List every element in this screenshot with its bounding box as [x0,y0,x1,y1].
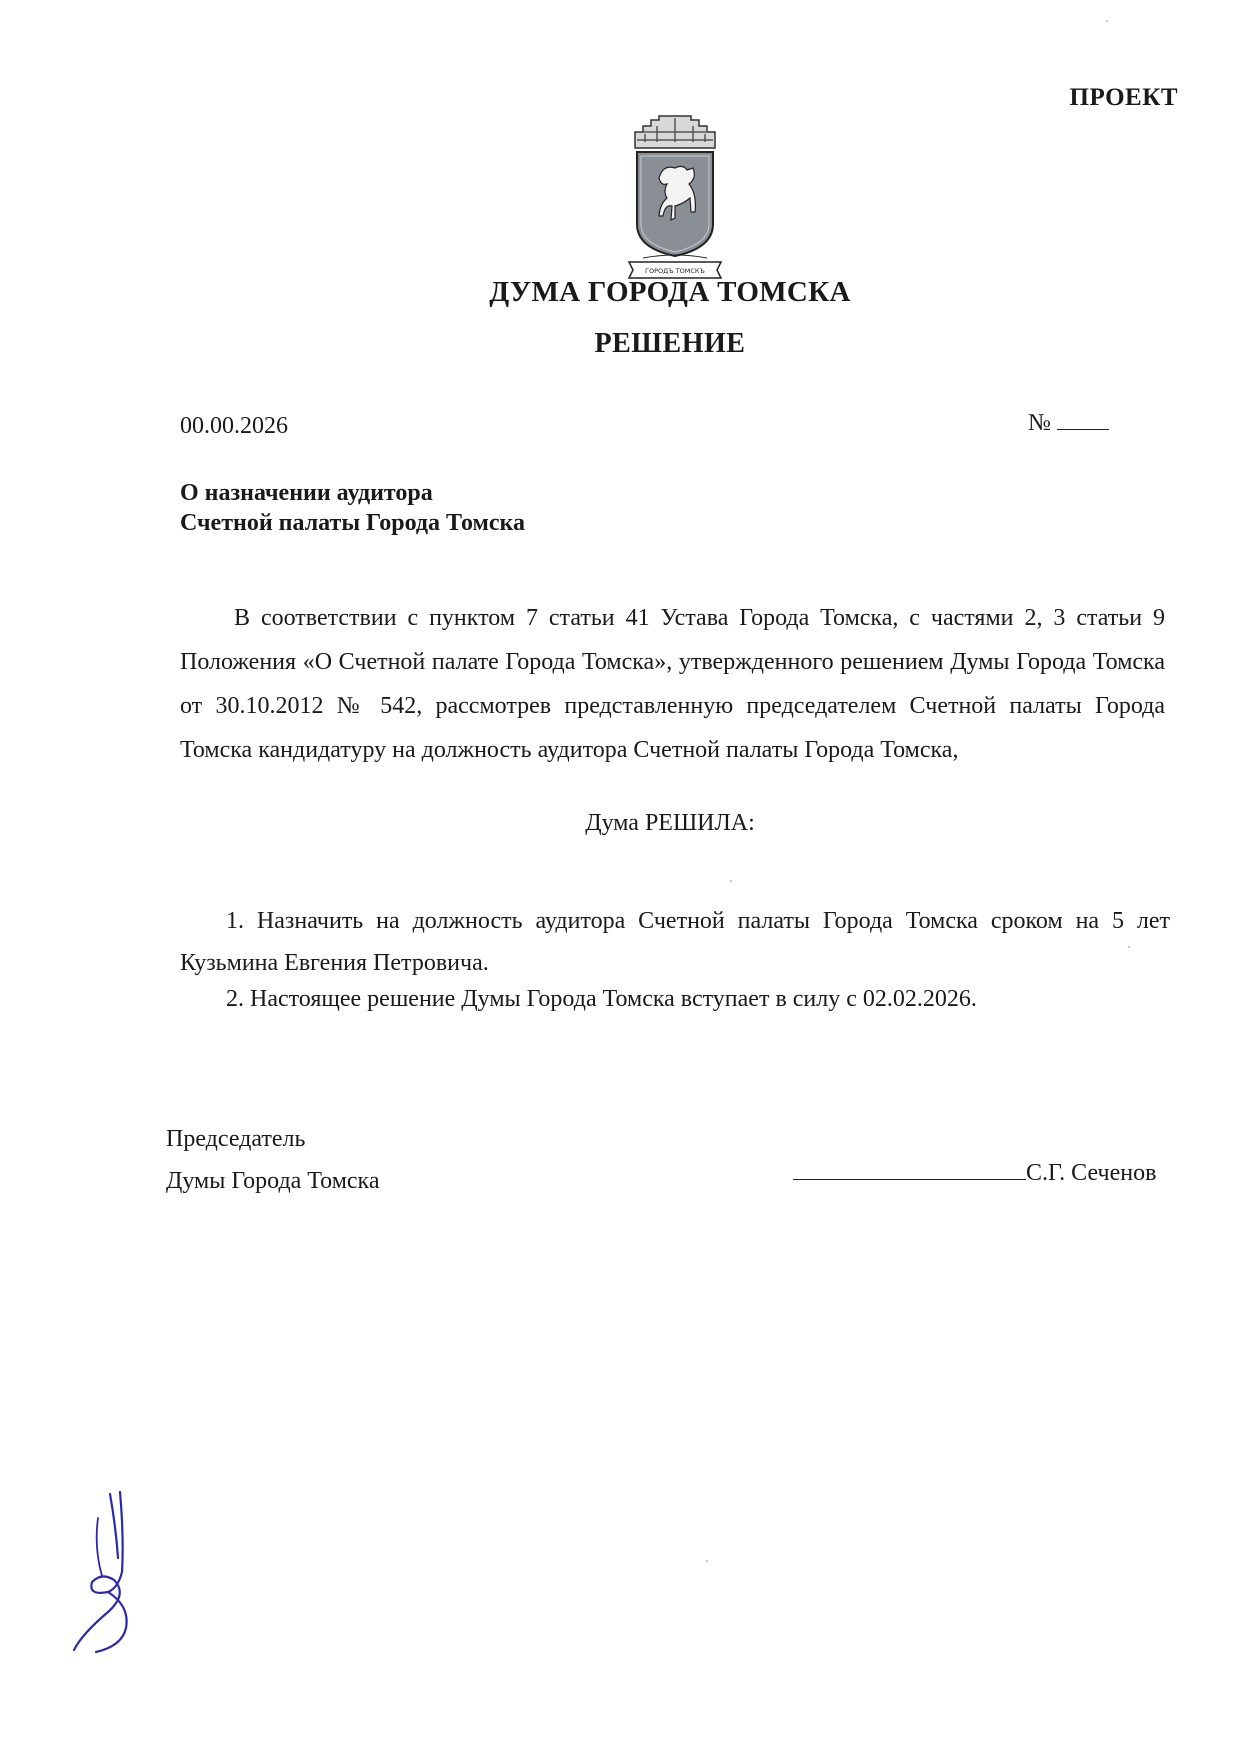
decision-item-1: 1. Назначить на должность аудитора Счетной палаты Города Томска сроком на 5 лет Кузьмина Евгения Петровича. [180,908,1170,976]
resolved-heading: Дума РЕШИЛА: [585,810,755,836]
position-line-2: Думы Города Томска [166,1168,380,1194]
position-line-1: Председатель [166,1126,306,1152]
draft-label: ПРОЕКТ [1069,84,1178,111]
organization-title: ДУМА ГОРОДА ТОМСКА [489,276,851,308]
document-number [1028,410,1109,437]
scan-speck [1128,946,1130,948]
signatory-position [166,1118,380,1202]
crest-crown [635,116,715,148]
crest-ribbon-text: ГОРОДЪ ТОМСКЪ [645,267,705,275]
subject-line-1: О назначении аудитора [180,480,433,506]
subject-line-2: Счетной палаты Города Томска [180,510,525,536]
number-blank [1057,411,1109,430]
signatory-name: С.Г. Сеченов [1026,1160,1157,1186]
signatory-name-block [793,1160,1156,1187]
signature-line [793,1161,1026,1180]
coat-of-arms-icon [623,112,727,282]
document-subject [180,478,525,538]
scan-speck [706,1560,708,1562]
document-type: РЕШЕНИЕ [594,328,746,359]
scan-speck [730,880,732,882]
scan-speck [1106,20,1108,22]
decision-item-2: 2. Настоящее решение Думы Города Томска вступает в силу с 02.02.2026. [226,986,977,1012]
document-date: 00.00.2026 [180,413,288,439]
preamble-paragraph: В соответствии с пунктом 7 статьи 41 Устава Города Томска, с частями 2, 3 статьи 9 Положения «О Счетной палате Города Томска», утвержденного решением Думы Города Томска от 30.10.2012 № 542, рассмотрев представленную председателем Счетной палаты Города Томска кандидатуру на должность аудитора Счетной палаты Города Томска, [180,605,1165,763]
handwritten-paraph [68,1488,152,1656]
number-label: № [1028,410,1051,436]
